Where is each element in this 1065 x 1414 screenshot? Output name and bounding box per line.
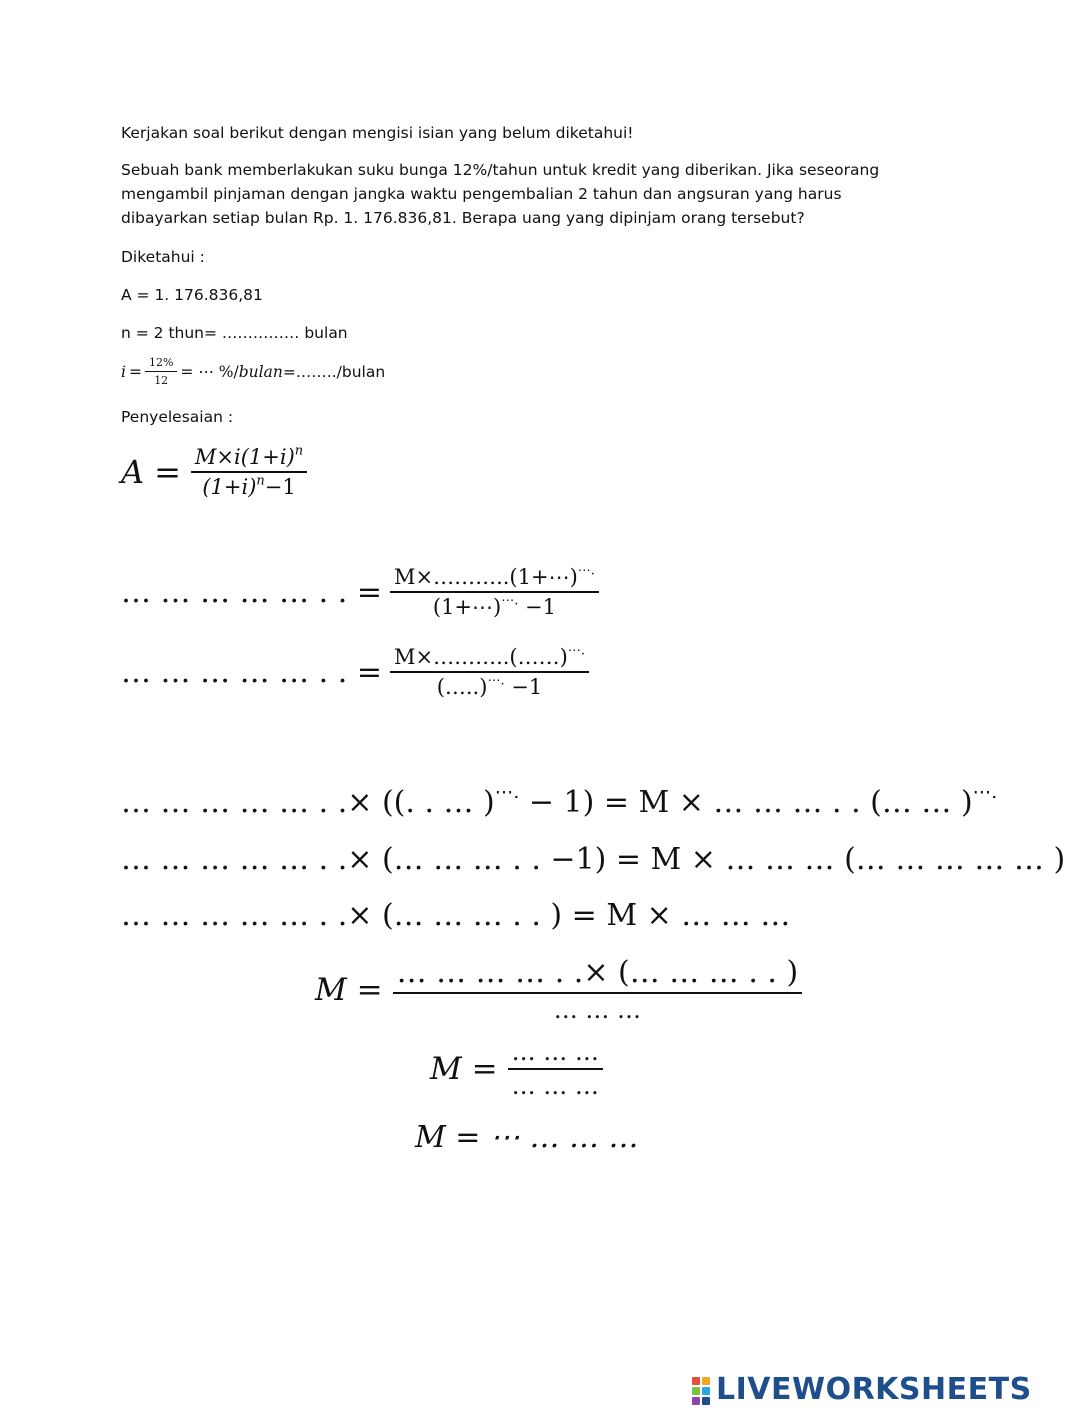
known-a-line: A = 1. 176.836,81 xyxy=(121,286,263,304)
i-fraction-denominator: 12 xyxy=(154,374,169,387)
formula-numerator-base: M×i(1+i) xyxy=(194,445,295,469)
problem-text: Sebuah bank memberlakukan suku bunga 12%/tahun untuk kredit yang diberikan. Jika seseorang mengambil pinjaman dengan jangka waktu pengembalian 2 tahun dan angsuran yang harus dibayarkan setiap bulan Rp. 1. 176.836,81. Berapa uang yang dipinjam orang tersebut? xyxy=(121,161,880,227)
step-7-lhs: M = xyxy=(430,1051,498,1087)
step-2-numerator-base: M×………..(……) xyxy=(393,645,568,669)
step-1 xyxy=(121,565,599,619)
i-unit: bulan xyxy=(238,362,283,381)
formula-denominator xyxy=(198,473,299,499)
step-5: … … … … … . .× (… … … . . ) = M × … … … xyxy=(121,898,791,933)
instruction-text: Kerjakan soal berikut dengan mengisi isian yang belum diketahui! xyxy=(121,124,634,142)
step-8: M = ⋯ … … … xyxy=(415,1120,639,1155)
step-3-part-b: − 1) = M × … … … . . (… … ) xyxy=(519,785,973,820)
i-fraction xyxy=(145,356,177,387)
formula-denominator-exp: n xyxy=(256,473,265,489)
formula-numerator-exp: n xyxy=(294,443,304,459)
step-1-denominator xyxy=(429,593,560,619)
step-1-numerator xyxy=(390,565,599,593)
step-2-denominator-tail: −1 xyxy=(504,675,543,699)
formula-denominator-base: (1+i) xyxy=(202,475,257,499)
step-3-exp-2: ⋯. xyxy=(972,782,998,804)
step-1-lhs: … … … … … . . = xyxy=(121,574,382,610)
i-variable: i xyxy=(121,362,126,381)
step-1-denominator-tail: −1 xyxy=(518,595,557,619)
i-equals: = xyxy=(128,362,142,381)
known-n-line: n = 2 thun= …………… bulan xyxy=(121,324,348,342)
formula-lhs: A xyxy=(121,453,145,491)
step-7-fraction xyxy=(508,1038,603,1100)
known-i-line xyxy=(121,356,385,387)
solution-label: Penyelesaian : xyxy=(121,408,234,426)
step-6-lhs: M = xyxy=(315,971,383,1008)
step-4: … … … … … . .× (… … … . . −1) = M × … … … (… … … … … ) xyxy=(121,842,1065,877)
i-fraction-numerator: 12% xyxy=(145,356,177,372)
formula-equals: = xyxy=(154,453,181,491)
step-1-numerator-exp: ⋯. xyxy=(577,563,595,579)
step-3-part-a: … … … … … . .× ((. . … ) xyxy=(121,785,495,820)
step-7 xyxy=(430,1038,603,1100)
step-6-denominator: … … … xyxy=(553,996,641,1024)
step-6-fraction xyxy=(393,955,803,1024)
step-1-denominator-base: (1+⋯) xyxy=(432,595,502,619)
formula-fraction xyxy=(191,445,307,499)
annuity-formula xyxy=(121,445,307,499)
step-1-fraction xyxy=(390,565,599,619)
formula-denominator-tail: −1 xyxy=(264,475,296,499)
step-7-numerator: … … … xyxy=(508,1038,603,1070)
step-2-numerator xyxy=(390,645,589,673)
step-2-denominator-exp: ⋯. xyxy=(487,673,505,689)
i-tail: =……../bulan xyxy=(282,362,386,381)
step-3 xyxy=(121,782,998,820)
step-2-lhs: … … … … … . . = xyxy=(121,654,382,690)
known-label: Diketahui : xyxy=(121,248,205,266)
step-6 xyxy=(315,955,802,1024)
brand-name: LIVEWORKSHEETS xyxy=(716,1372,1032,1407)
step-2-denominator-base: (…..) xyxy=(436,675,488,699)
step-3-exp-1: ⋯. xyxy=(494,782,520,804)
step-2-numerator-exp: ⋯. xyxy=(567,643,585,659)
liveworksheets-logo-icon xyxy=(692,1377,710,1405)
step-1-denominator-exp: ⋯. xyxy=(501,593,519,609)
step-6-numerator: … … … … . .× (… … … . . ) xyxy=(393,955,803,994)
step-7-denominator: … … … xyxy=(511,1072,599,1100)
formula-numerator xyxy=(191,445,307,473)
step-2 xyxy=(121,645,589,699)
step-2-denominator xyxy=(433,673,547,699)
step-2-fraction xyxy=(390,645,589,699)
brand-logo xyxy=(692,1372,1032,1407)
i-percent-text: = ⋯ %/ xyxy=(180,362,239,381)
step-1-numerator-base: M×………..(1+⋯) xyxy=(393,565,578,589)
